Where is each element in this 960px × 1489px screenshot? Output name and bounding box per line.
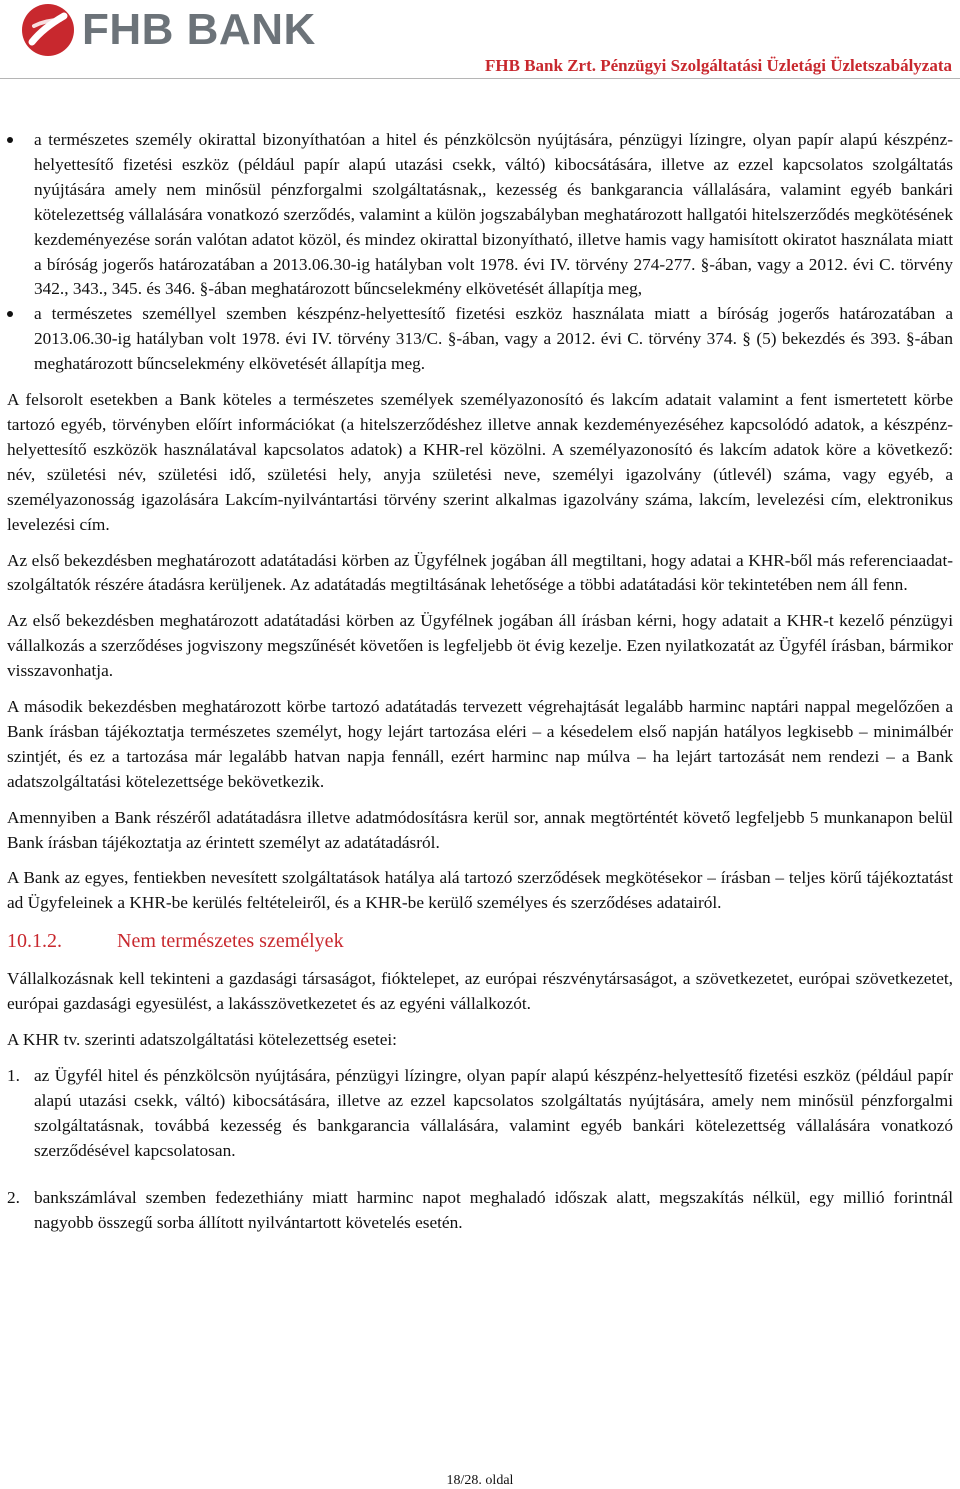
document-body (7, 128, 953, 1257)
list-item-text: az Ügyfél hitel és pénzkölcsön nyújtására, pénzügyi lízingre, olyan papír alapú készpénz-helyettesítő fizetési eszköz (például papír alapú utazási csekk, váltó) kibocsátására, illetve az ezzel kapcsolatos szolgáltatás nyújtására, amely nem minősül pénzforgalmi szolgáltatásnak, továbbá kezesség és bankgarancia vállalására, valamint egyéb bankári kötelezettség vállalására vonatkozó szerződésével kapcsolatosan. (34, 1066, 953, 1160)
section-number: 10.1.2. (7, 930, 62, 953)
brand-name: FHB BANK (82, 5, 316, 54)
paragraph: A második bekezdésben meghatározott körbe tartozó adatátadás tervezett végrehajtását legalább harminc naptári nappal megelőzően a Bank írásban tájékoztatja természetes személyt, hogy lejárt tartozása eléri – a késedelem első napján hatályos legkisebb – minimálbér szintjét, és ez a tartozása már legalább hatvan napja fennáll, ezért harminc nap múlva – ha lejárt tartozását nem rendezi – a Bank adatszolgáltatási kötelezettsége bekövetkezik. (7, 697, 953, 791)
list-item: a természetes személlyel szemben készpénz-helyettesítő fizetési eszköz használata miatt a bíróság jogerős határozatában a 2013.06.30-ig hatályban volt 1978. évi IV. törvény 313/C. §-ában, vagy a 2012. évi C. törvény 374. § (5) bekezdés és 393. §-ában meghatározott bűncselekmény elkövetését állapítja meg. (7, 302, 953, 377)
list-item (7, 1064, 953, 1164)
bank-logo (20, 2, 316, 58)
section-title: Nem természetes személyek (117, 930, 344, 953)
numbered-list (7, 1064, 953, 1235)
section-heading (7, 928, 953, 954)
paragraph: Vállalkozásnak kell tekinteni a gazdasági társaságot, fióktelepet, az európai részvénytársaságot, a szövetkezetet, európai szövetkezetet, európai gazdasági egyesülést, a lakásszövetkezetet és az egyéni vállalkozót. (7, 969, 953, 1014)
paragraph: Az első bekezdésben meghatározott adatátadási körben az Ügyfélnek jogában áll megtiltani, hogy adatai a KHR-ből más referenciaadat-szolgáltatók részére átadásra kerüljenek. Az adatátadás megtiltásának lehetősége a többi adatátadási kör tekintetében nem áll fenn. (7, 550, 953, 595)
paragraph: Amennyiben a Bank részéről adatátadásra illetve adatmódosításra kerül sor, annak megtörténtét követő legfeljebb 5 munkanapon belül Bank írásban tájékoztatja az érintett személyt az adatátadásról. (7, 807, 953, 852)
page-number: 18/28. oldal (446, 1473, 514, 1488)
paragraph: A felsorolt esetekben a Bank köteles a természetes személyek személyazonosító és lakcím adatait valamint a fent ismertetett körbe tartozó egyéb, törvényben előírt információkat (a hitelszerződéshez illetve annak kezdeményezéséhez kapcsolódó adatok, a készpénz-helyettesítő eszközök használatával kapcsolatos adatok) a KHR-rel közölni. A személyazonosító és lakcím adatok köre a következő: név, születési név, születési idő, születési hely, anyja születési neve, személyi igazolvány (útlevél) száma, vagy egyéb, a személyazonosság igazolására Lakcím-nyilvántartási törvény szerint alkalmas igazolvány száma, lakcím, levelezési cím, elektronikus levelezési cím. (7, 390, 953, 534)
paragraph: Az első bekezdésben meghatározott adatátadási körben az Ügyfélnek jogában áll írásban kérni, hogy adatait a KHR-t kezelő pénzügyi vállalkozás a szerződéses jogviszony megszűnését követően is legfeljebb öt évig kezelje. Ezen nyilatkozatát az Ügyfél írásban, bármikor visszavonhatja. (7, 611, 953, 681)
page-header (0, 0, 960, 80)
list-item (7, 1186, 953, 1236)
list-item-number: 2. (7, 1187, 20, 1207)
fhb-logo-icon (20, 2, 76, 58)
bullet-list (7, 128, 953, 377)
paragraph: A KHR tv. szerinti adatszolgáltatási kötelezettség esetei: (7, 1030, 397, 1050)
paragraph: A Bank az egyes, fentiekben nevesített szolgáltatások hatálya alá tartozó szerződések megkötésekor – írásban – teljes körű tájékoztatást ad Ügyfeleinek a KHR-be kerülés feltételeiről, és a KHR-be kerülő személyes és szerződéses adatairól. (7, 868, 953, 913)
list-item: a természetes személy okirattal bizonyíthatóan a hitel és pénzkölcsön nyújtására, pénzügyi lízingre, olyan papír alapú készpénz-helyettesítő fizetési eszköz (például papír alapú utazási csekk, váltó) kibocsátására, illetve az ezzel kapcsolatos szolgáltatás nyújtására amely nem minősül pénzforgalmi szolgáltatásnak,, kezesség és bankgarancia vállalására, valamint egyéb bankári kötelezettség vállalására vonatkozó szerződés, valamint a külön jogszabályban meghatározott hallgatói hitelszerződés megkötésének kezdeményezése során valótan adatot közöl, és mindez okirattal bizonyítható, illetve hamis vagy hamisított okiratot használata miatt a bíróság jogerős határozatában a 2013.06.30-ig hatályban volt 1978. évi IV. törvény 274-277. §-ában, vagy a 2012. évi C. törvény 342., 343., 345. és 346. §-ában meghatározott bűncselekmény elkövetését állapítja meg, (7, 128, 953, 302)
list-item-text: bankszámlával szemben fedezethiány miatt harminc napot meghaladó időszak alatt, megszakítás nélkül, egy millió forintnál nagyobb összegű sorba állított nyilvántartott követelés esetén. (34, 1187, 953, 1232)
header-divider (0, 78, 960, 79)
document-title: FHB Bank Zrt. Pénzügyi Szolgáltatási Üzletági Üzletszabályzata (485, 56, 952, 75)
list-item-number: 1. (7, 1066, 20, 1085)
